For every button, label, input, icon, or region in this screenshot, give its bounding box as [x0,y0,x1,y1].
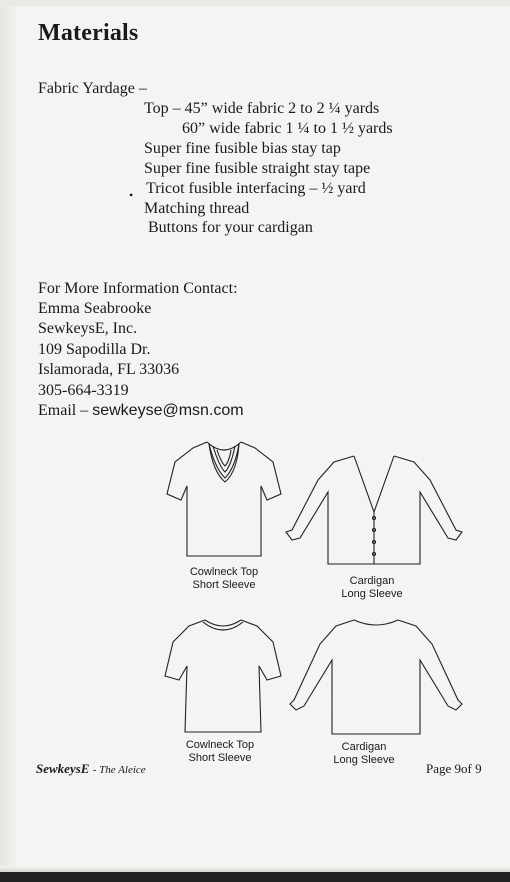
caption-line: Long Sleeve [341,588,403,600]
caption-line: Short Sleeve [188,752,252,764]
brand-subtitle: - The Aleice [92,764,146,776]
page-bottom-edge [0,872,510,882]
material-item: Top – 45” wide fabric 2 to 2 ¼ yards [144,100,380,117]
garment-caption [332,575,412,601]
cardigan-back-illustration [288,616,464,740]
material-item: Tricot fusible interfacing – ½ yard [146,180,366,197]
cardigan-illustration [284,452,464,570]
material-item: Buttons for your cardigan [148,219,313,236]
garment-caption [324,741,404,767]
garment-caption [177,739,263,765]
contact-heading: For More Information Contact: [38,280,238,297]
contact-email-line [38,402,244,420]
caption-line: Long Sleeve [333,754,395,766]
contact-street: 109 Sapodilla Dr. [38,341,151,358]
email-prefix: Email – [38,402,93,419]
material-item: 60” wide fabric 1 ¼ to 1 ½ yards [182,120,393,137]
caption-line: Short Sleeve [192,579,256,591]
contact-city: Islamorada, FL 33036 [38,361,180,378]
material-item: Super fine fusible bias stay tap [144,140,341,157]
caption-line: Cowlneck Top [185,739,255,751]
material-item: Super fine fusible straight stay tape [144,160,371,177]
caption-line: Cardigan [349,575,395,587]
contact-company: SewkeysE, Inc. [38,320,138,337]
contact-name: Emma Seabrooke [38,300,152,317]
brand-name: SewkeysE [36,761,90,776]
fabric-yardage-label: Fabric Yardage – [38,80,147,97]
email-link[interactable]: sewkeyse@msn.com [92,402,244,419]
garment-caption [181,566,267,592]
footer-brand [36,761,146,777]
page-top-edge [0,0,510,6]
cowlneck-top-illustration [165,438,283,564]
caption-line: Cardigan [341,741,387,753]
contact-phone: 305-664-3319 [38,382,129,399]
page-number: Page 9of 9 [426,761,482,776]
cowlneck-top-back-illustration [163,614,283,738]
binding-shadow [0,0,18,872]
material-item: Matching thread [144,200,250,217]
page-title: Materials [38,20,139,46]
bullet-icon: • [129,188,134,202]
caption-line: Cowlneck Top [189,566,259,578]
